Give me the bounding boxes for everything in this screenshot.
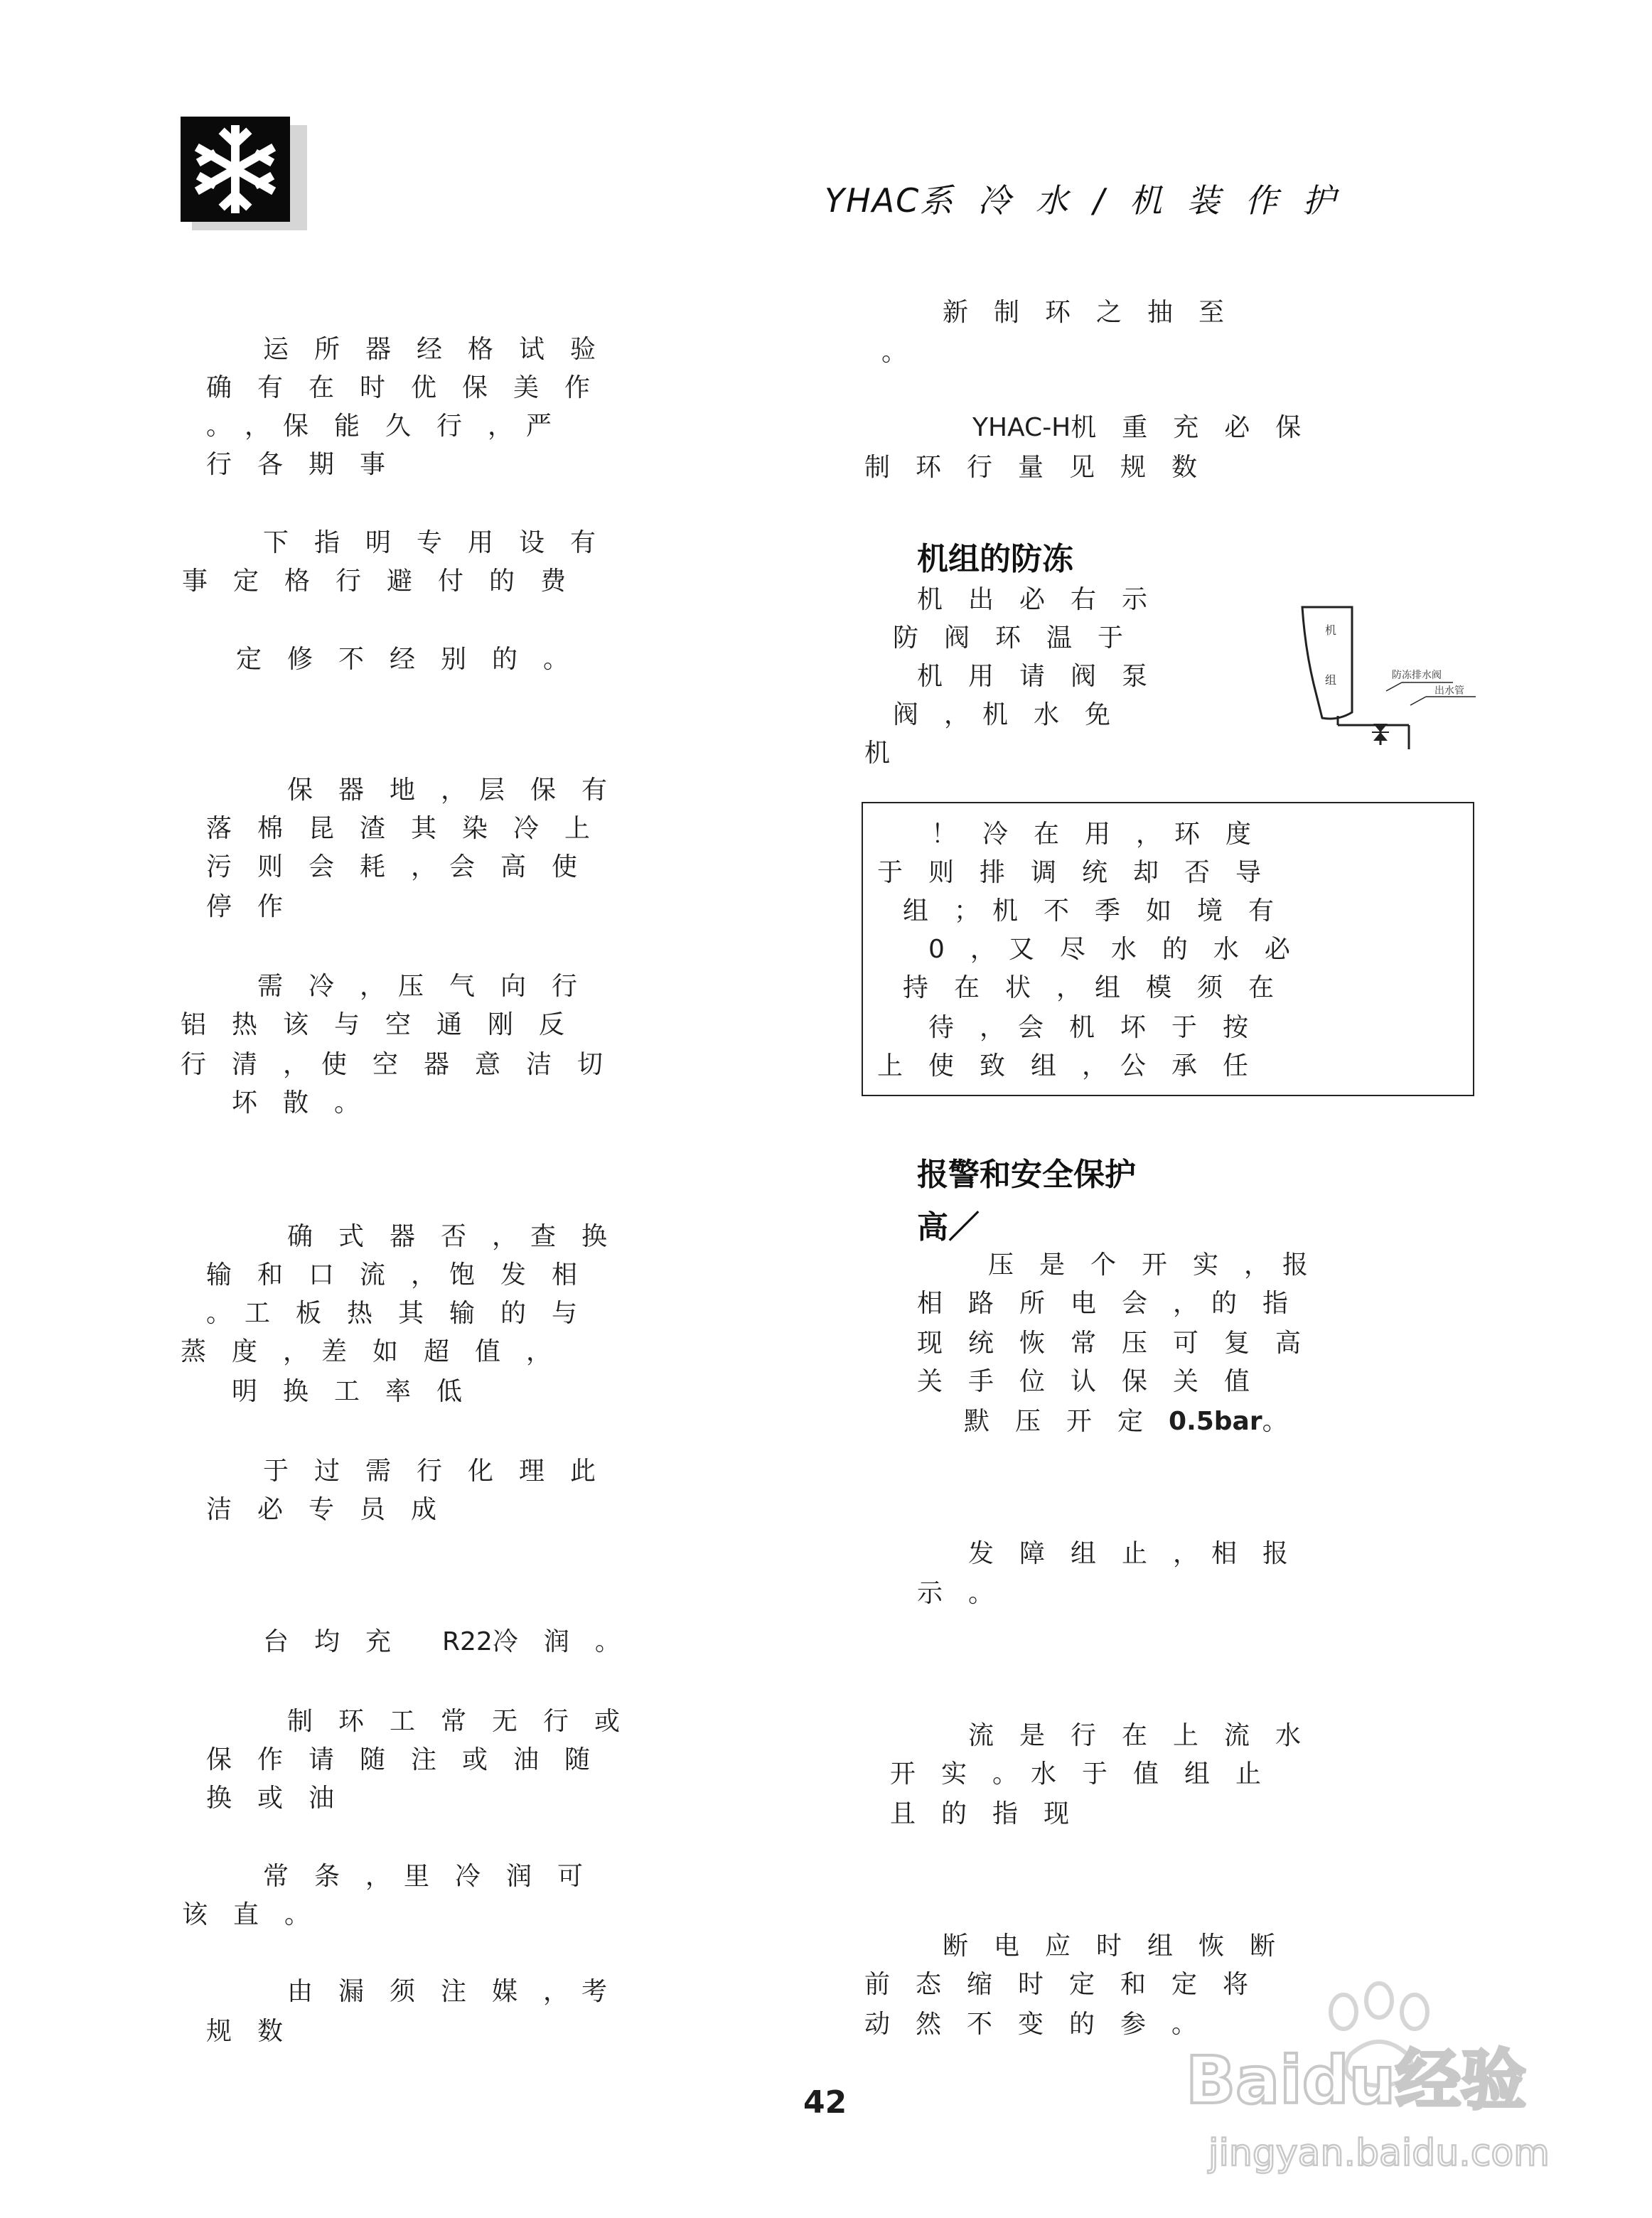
right-line: 前 态 缩 时 定 和 定 将 <box>864 1970 1249 1999</box>
left-line: 坏 散 。 <box>232 1088 360 1118</box>
section-heading-antifreeze: 机组的防冻 <box>917 541 1073 577</box>
warning-line: 上 使 致 组 ， 公 承 任 <box>877 1051 1249 1081</box>
left-line: 落 棉 昆 渣 其 染 冷 上 <box>206 814 591 843</box>
warning-line: 待 ， 会 机 坏 于 按 <box>928 1013 1249 1042</box>
left-line: 洁 必 专 员 成 <box>206 1495 437 1524</box>
left-line: 由 漏 须 注 媒 ， 考 <box>287 1977 608 2006</box>
right-line: 现 统 恢 常 压 可 复 高 <box>917 1329 1302 1358</box>
right-line: 新 制 环 之 抽 至 <box>943 298 1225 327</box>
warning-line: 组 ； 机 不 季 如 境 有 <box>903 896 1275 926</box>
right-line: 机 出 必 右 示 <box>917 585 1148 614</box>
warning-line: 持 在 状 ， 组 模 须 在 <box>903 973 1275 1002</box>
right-line: 机 用 请 阀 泵 <box>917 662 1148 691</box>
left-line: 明 换 工 率 低 <box>232 1377 463 1406</box>
warning-line: 0 ， 又 尽 水 的 水 必 <box>928 935 1290 964</box>
left-line: 。 工 板 热 其 输 的 与 <box>206 1299 578 1328</box>
diagram-unit-label: 组 <box>1325 673 1337 687</box>
watermark-url: jingyan.baidu.com <box>1208 2132 1550 2175</box>
left-line: 运 所 器 经 格 试 验 <box>263 335 596 364</box>
left-line: 于 过 需 行 化 理 此 <box>263 1457 596 1486</box>
right-line: 关 手 位 认 保 关 值 <box>917 1367 1250 1396</box>
section-heading-alarm: 报警和安全保护 <box>917 1157 1136 1193</box>
warning-line: ！ 冷 在 用 ， 环 度 <box>931 820 1252 849</box>
left-line: 保 器 地 ， 层 保 有 <box>287 776 608 805</box>
right-line: 示 。 <box>917 1579 994 1608</box>
right-line: 相 路 所 电 会 ， 的 指 <box>917 1289 1289 1318</box>
diagram-valve-label: 防冻排水阀 <box>1392 670 1442 681</box>
right-line: 开 实 。 水 于 值 组 止 <box>890 1759 1262 1789</box>
right-line: 流 是 行 在 上 流 水 <box>968 1721 1302 1750</box>
left-line: 定 修 不 经 别 的 。 <box>236 645 569 674</box>
left-line: 确 有 在 时 优 保 美 作 <box>206 373 591 402</box>
diagram-unit-label: 机 <box>1325 623 1337 637</box>
right-line: 制 环 行 量 见 规 数 <box>864 453 1198 482</box>
left-line: 常 条 ， 里 冷 润 可 <box>263 1862 584 1891</box>
left-line: 污 则 会 耗 ， 会 高 使 <box>206 852 578 882</box>
left-line: 输 和 口 流 ， 饱 发 相 <box>206 1260 578 1290</box>
left-line: 规 数 <box>206 2017 284 2046</box>
left-line: 铝 热 该 与 空 通 刚 反 <box>181 1010 565 1039</box>
left-line: 事 定 格 行 避 付 的 费 <box>182 567 567 596</box>
antifreeze-drain-diagram <box>1295 599 1483 755</box>
baidu-watermark <box>1166 1969 1564 2182</box>
page-header-title: YHAC系 冷 水 / 机 装 作 护 <box>825 181 1337 220</box>
left-line: 制 环 工 常 无 行 或 <box>287 1707 621 1736</box>
right-line: 机 <box>864 739 891 768</box>
right-line: 阀 ， 机 水 免 <box>893 700 1111 729</box>
right-line: YHAC-H机 重 充 必 保 <box>972 413 1302 442</box>
right-line: 且 的 指 现 <box>890 1799 1070 1828</box>
left-line: 换 或 油 <box>206 1784 335 1813</box>
left-line: 下 指 明 专 用 设 有 <box>263 528 596 557</box>
left-line: 行 各 期 事 <box>206 450 386 479</box>
right-line: 。 <box>881 338 908 367</box>
left-line: 行 清 ， 使 空 器 意 洁 切 <box>181 1050 604 1079</box>
left-line: 保 作 请 随 注 或 油 随 <box>206 1745 591 1774</box>
page-number: 42 <box>803 2084 847 2121</box>
left-line: 该 直 。 <box>182 1900 311 1929</box>
right-line: 断 电 应 时 组 恢 断 <box>943 1932 1276 1961</box>
left-line: 需 冷 ， 压 气 向 行 <box>257 972 578 1001</box>
line-end: 。 <box>1262 1407 1288 1436</box>
left-line: 确 式 器 否 ， 查 换 <box>287 1222 608 1251</box>
snowflake-logo <box>181 117 307 230</box>
right-line: 动 然 不 变 的 参 。 <box>864 2010 1198 2039</box>
diagram-outlet-label: 出水管 <box>1434 685 1464 697</box>
pressure-value: 0.5bar <box>1169 1407 1262 1436</box>
left-line: 蒸 度 ， 差 如 超 值 ， <box>181 1337 552 1366</box>
right-line: 发 障 组 止 ， 相 报 <box>968 1539 1289 1568</box>
left-line: 台 均 充 R22冷 润 。 <box>263 1627 621 1656</box>
warning-line: 于 则 排 调 统 却 否 导 <box>877 858 1262 887</box>
snowflake-icon <box>181 117 290 222</box>
line-text: 默 压 开 定 <box>964 1407 1169 1436</box>
watermark-brand: Baidu经验 <box>1186 2042 1527 2118</box>
right-line: 压 是 个 开 实 ， 报 <box>988 1250 1309 1280</box>
right-line <box>964 1406 1288 1437</box>
left-line: 。 ， 保 能 久 行 ， 严 <box>206 412 552 441</box>
section-subheading-high-pressure: 高／ <box>917 1209 980 1245</box>
right-line: 防 阀 环 温 于 <box>893 623 1124 653</box>
left-line: 停 作 <box>206 892 284 921</box>
